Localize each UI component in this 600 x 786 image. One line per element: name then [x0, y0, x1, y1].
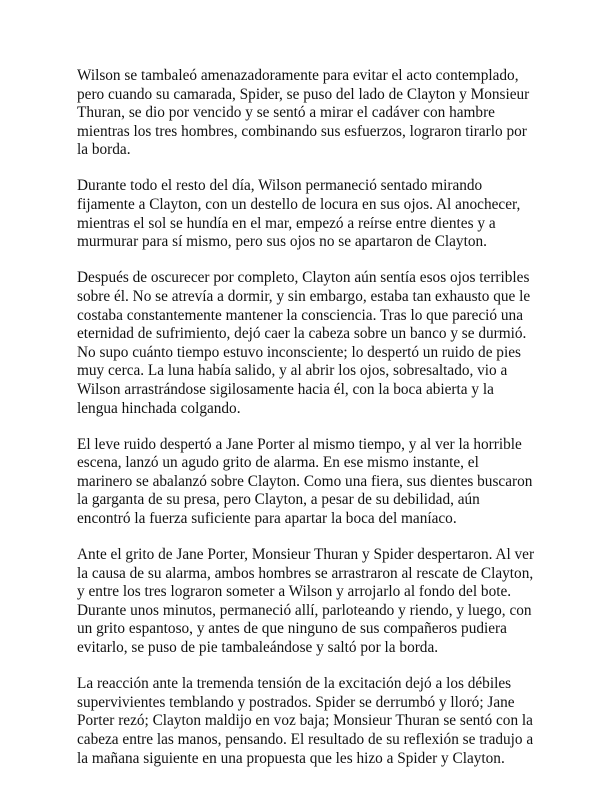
paragraph-6: La reacción ante la tremenda tensión de la excitación dejó a los débiles supervivientes temblando y postrados. Spider se derrumbó y lloró; Jane Porter rezó; Clayton maldijo en voz baja; Monsieur Thuran se sentó con la cabeza entre las manos, pensando. El resultado de su reflexión se tradujo a la mañana siguiente en una propuesta que les hizo a Spider y Clayton. [77, 675, 534, 767]
paragraph-3: Después de oscurecer por completo, Clayton aún sentía esos ojos terribles sobre él. No se atrevía a dormir, y sin embargo, estaba tan exhausto que le costaba constantemente mantener la consciencia. Tras lo que pareció una eternidad de sufrimiento, dejó caer la cabeza sobre un banco y se durmió. No supo cuánto tiempo estuvo inconsciente; lo despertó un ruido de pies muy cerca. La luna había salido, y al abrir los ojos, sobresaltado, vio a Wilson arrastrándose sigilosamente hacia él, con la boca abierta y la lengua hinchada colgando. [77, 269, 531, 417]
paragraph-1: Wilson se tambaleó amenazadoramente para evitar el acto contemplado, pero cuando su camarada, Spider, se puso del lado de Clayton y Monsieur Thuran, se dio por vencido y se sentó a mirar el cadáver con hambre mientras los tres hombres, combinando sus esfuerzos, lograron tirarlo por la borda. [77, 67, 530, 159]
document-body [77, 67, 537, 786]
paragraph-4: El leve ruido despertó a Jane Porter al mismo tiempo, y al ver la horrible escena, lanzó un agudo grito de alarma. En ese mismo instante, el marinero se abalanzó sobre Clayton. Como una fiera, sus dientes buscaron la garganta de su presa, pero Clayton, a pesar de su debilidad, aún encontró la fuerza suficiente para apartar la boca del maníaco. [77, 435, 533, 527]
paragraph-2: Durante todo el resto del día, Wilson permaneció sentado mirando fijamente a Clayton, con un destello de locura en sus ojos. Al anochecer, mientras el sol se hundía en el mar, empezó a reírse entre dientes y a murmurar para sí mismo, pero sus ojos no se apartaron de Clayton. [77, 177, 521, 251]
paragraph-5: Ante el grito de Jane Porter, Monsieur Thuran y Spider despertaron. Al ver la causa de su alarma, ambos hombres se arrastraron al rescate de Clayton, y entre los tres lograron someter a Wilson y arrojarlo al fondo del bote. Durante unos minutos, permaneció allí, parloteando y riendo, y luego, con un grito espantoso, y antes de que ninguno de sus compañeros pudiera evitarlo, se puso de pie tambaleándose y saltó por la borda. [77, 546, 535, 657]
